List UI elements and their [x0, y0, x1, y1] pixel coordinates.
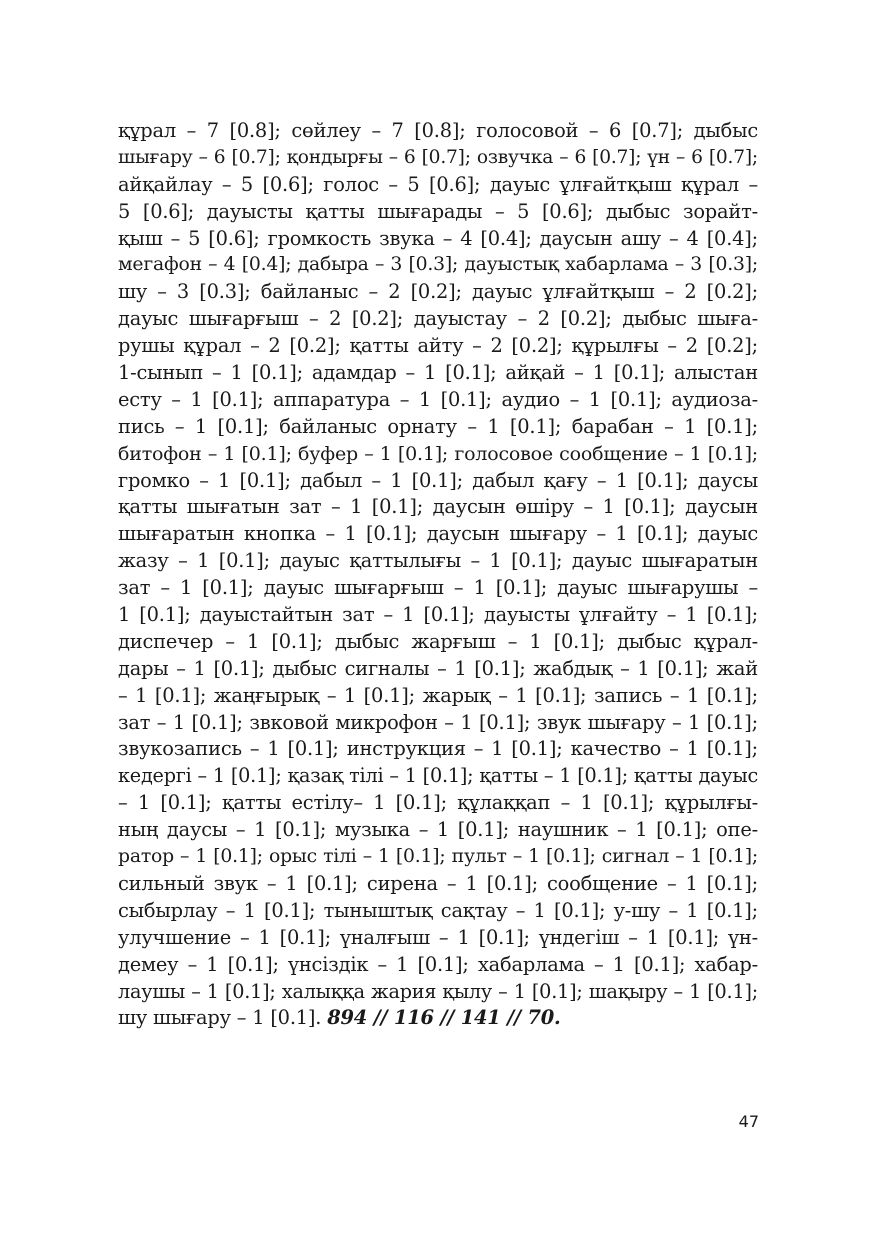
- body-line: пись – 1 [0.1]; байланыс орнату – 1 [0.1]; барабан – 1 [0.1];: [118, 414, 758, 438]
- body-line: звукозапись – 1 [0.1]; инструкция – 1 [0.1]; качество – 1 [0.1];: [118, 737, 758, 761]
- body-line: кедергі – 1 [0.1]; қазақ тілі – 1 [0.1]; қатты – 1 [0.1]; қатты дауыс: [118, 764, 758, 788]
- body-line: диспечер – 1 [0.1]; дыбыс жарғыш – 1 [0.1]; дыбыс құрал-: [118, 629, 758, 653]
- body-line: сыбырлау – 1 [0.1]; тыныштық сақтау – 1 [0.1]; у-шу – 1 [0.1];: [118, 898, 758, 922]
- page-number: 47: [738, 1112, 759, 1131]
- body-line: дауыс шығарғыш – 2 [0.2]; дауыстау – 2 [0.2]; дыбыс шыға-: [118, 307, 758, 331]
- body-line: – 1 [0.1]; қатты естілу– 1 [0.1]; құлаққап – 1 [0.1]; құрылғы-: [118, 791, 758, 815]
- body-line: улучшение – 1 [0.1]; үналғыш – 1 [0.1]; үндегіш – 1 [0.1]; үн-: [118, 925, 758, 949]
- body-line: 5 [0.6]; дауысты қатты шығарады – 5 [0.6]; дыбыс зорайт-: [118, 199, 758, 223]
- body-line: шығару – 6 [0.7]; қондырғы – 6 [0.7]; озвучка – 6 [0.7]; үн – 6 [0.7];: [118, 146, 758, 168]
- body-line: ратор – 1 [0.1]; орыс тілі – 1 [0.1]; пульт – 1 [0.1]; сигнал – 1 [0.1];: [118, 846, 758, 868]
- body-line: шу – 3 [0.3]; байланыс – 2 [0.2]; дауыс ұлғайтқыш – 2 [0.2];: [118, 280, 758, 304]
- body-line: 1 [0.1]; дауыстайтын зат – 1 [0.1]; дауысты ұлғайту – 1 [0.1];: [118, 603, 758, 627]
- body-line: 1-сынып – 1 [0.1]; адамдар – 1 [0.1]; айқай – 1 [0.1]; алыстан: [118, 361, 758, 385]
- body-line: қыш – 5 [0.6]; громкость звука – 4 [0.4]; даусын ашу – 4 [0.4];: [118, 226, 758, 250]
- body-line: айқайлау – 5 [0.6]; голос – 5 [0.6]; дауыс ұлғайтқыш құрал –: [118, 172, 758, 196]
- body-text: [118, 118, 758, 1032]
- body-line: битофон – 1 [0.1]; буфер – 1 [0.1]; голосовое сообщение – 1 [0.1];: [118, 442, 758, 465]
- body-line: лаушы – 1 [0.1]; халыққа жария қылу – 1 [0.1]; шақыру – 1 [0.1];: [118, 979, 758, 1003]
- body-last-line: [118, 1005, 758, 1032]
- body-line: шығаратын кнопка – 1 [0.1]; даусын шығару – 1 [0.1]; дауыс: [118, 522, 758, 546]
- stats-summary: 894 // 116 // 141 // 70.: [327, 1006, 561, 1030]
- body-line: ның даусы – 1 [0.1]; музыка – 1 [0.1]; наушник – 1 [0.1]; опе-: [118, 818, 758, 842]
- body-line: рушы құрал – 2 [0.2]; қатты айту – 2 [0.2]; құрылғы – 2 [0.2];: [118, 334, 758, 358]
- body-line: есту – 1 [0.1]; аппаратура – 1 [0.1]; аудио – 1 [0.1]; аудиоза-: [118, 387, 758, 411]
- body-line: сильный звук – 1 [0.1]; сирена – 1 [0.1]; сообщение – 1 [0.1];: [118, 871, 758, 895]
- body-line: громко – 1 [0.1]; дабыл – 1 [0.1]; дабыл қағу – 1 [0.1]; даусы: [118, 468, 758, 492]
- body-line: дары – 1 [0.1]; дыбыс сигналы – 1 [0.1]; жабдық – 1 [0.1]; жай: [118, 656, 758, 680]
- body-line: мегафон – 4 [0.4]; дабыра – 3 [0.3]; дауыстық хабарлама – 3 [0.3];: [118, 254, 758, 276]
- body-line: – 1 [0.1]; жаңғырық – 1 [0.1]; жарық – 1 [0.1]; запись – 1 [0.1];: [118, 683, 758, 707]
- body-line: демеу – 1 [0.1]; үнсіздік – 1 [0.1]; хабарлама – 1 [0.1]; хабар-: [118, 952, 758, 976]
- body-line: құрал – 7 [0.8]; сөйлеу – 7 [0.8]; голосовой – 6 [0.7]; дыбыс: [118, 119, 758, 142]
- body-line: зат – 1 [0.1]; дауыс шығарғыш – 1 [0.1]; дауыс шығарушы –: [118, 576, 758, 600]
- body-line: зат – 1 [0.1]; звковой микрофон – 1 [0.1]; звук шығару – 1 [0.1];: [118, 710, 758, 734]
- body-line: жазу – 1 [0.1]; дауыс қаттылығы – 1 [0.1]; дауыс шығаратын: [118, 549, 758, 573]
- last-line-text: шу шығару – 1 [0.1].: [118, 1006, 322, 1030]
- body-line: қатты шығатын зат – 1 [0.1]; даусын өшіру – 1 [0.1]; даусын: [118, 495, 758, 519]
